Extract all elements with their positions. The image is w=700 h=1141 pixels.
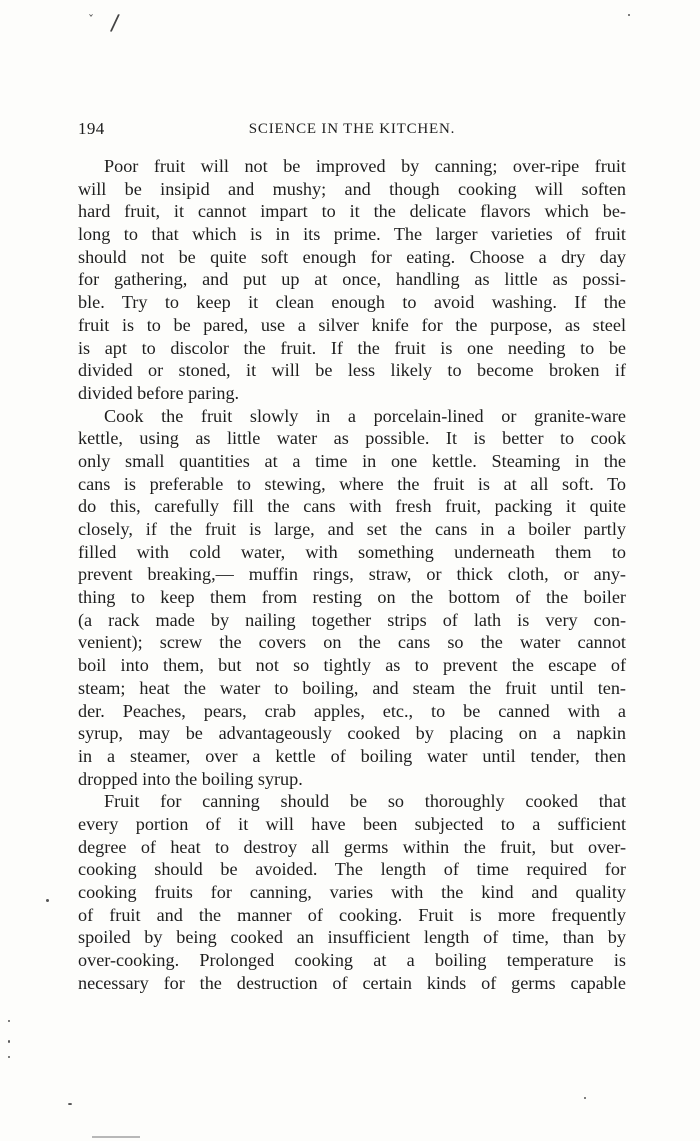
margin-tick-mark: ˇ — [88, 13, 94, 27]
text-line: thing to keep them from resting on the bottom of the boiler — [78, 587, 626, 608]
margin-speck — [46, 899, 49, 902]
text-line: ble. Try to keep it clean enough to avoid washing. If the — [78, 292, 626, 313]
text-line: Cook the fruit slowly in a porcelain-lined or granite-ware — [104, 405, 626, 426]
text-line: kettle, using as little water as possible. It is better to cook — [78, 428, 626, 449]
text-line: over-cooking. Prolonged cooking at a boiling temperature is — [78, 950, 626, 971]
text-line: (a rack made by nailing together strips of lath is very con- — [78, 609, 626, 630]
text-line: cans is preferable to stewing, where the fruit is at all soft. To — [78, 473, 626, 494]
text-line: divided or stoned, it will be less likely to become broken if — [78, 360, 626, 381]
text-line: should not be quite soft enough for eating. Choose a dry day — [78, 246, 626, 267]
paragraph-2 — [78, 405, 626, 791]
text-line: do this, carefully fill the cans with fresh fruit, packing it quite — [78, 496, 626, 517]
text-line: cooking should be avoided. The length of time required for — [78, 859, 626, 880]
text-line: necessary for the destruction of certain kinds of germs capable — [78, 972, 626, 993]
text-line: Poor fruit will not be improved by canning; over-ripe fruit — [104, 156, 626, 176]
text-line: der. Peaches, pears, crab apples, etc., to be canned with a — [78, 700, 626, 721]
text-line: Fruit for canning should be so thoroughly cooked that — [104, 791, 626, 812]
text-line: filled with cold water, with something underneath them to — [78, 541, 626, 562]
page-header — [78, 119, 626, 143]
text-line: is apt to discolor the fruit. If the fruit is one needing to be — [78, 337, 626, 358]
text-line: degree of heat to destroy all germs within the fruit, but over- — [78, 836, 626, 857]
text-line: of fruit and the manner of cooking. Fruit is more frequently — [78, 904, 626, 925]
paragraph-3 — [78, 790, 626, 994]
margin-speck — [8, 1020, 10, 1022]
text-line: for gathering, and put up at once, handling as little as possi- — [78, 269, 626, 290]
text-line: long to that which is in its prime. The larger varieties of fruit — [78, 224, 626, 245]
running-title: SCIENCE IN THE KITCHEN. — [248, 121, 456, 137]
text-line: syrup, may be advantageously cooked by placing on a napkin — [78, 723, 626, 744]
page-number: 194 — [78, 119, 105, 138]
margin-speck — [628, 14, 630, 16]
text-line: venient); screw the covers on the cans so the water cannot — [78, 632, 626, 653]
text-line: hard fruit, it cannot impart to it the delicate flavors which be- — [78, 201, 626, 222]
margin-speck — [68, 1103, 72, 1105]
margin-speck — [8, 1056, 10, 1058]
text-line: cooking fruits for canning, varies with the kind and quality — [78, 882, 626, 902]
text-line: spoiled by being cooked an insufficient length of time, than by — [78, 927, 626, 948]
text-line: closely, if the fruit is large, and set the cans in a boiler partly — [78, 519, 626, 539]
text-line: in a steamer, over a kettle of boiling water until tender, then — [78, 745, 626, 766]
margin-speck — [8, 1040, 10, 1043]
text-line: fruit is to be pared, use a silver knife for the purpose, as steel — [78, 314, 626, 335]
text-line: every portion of it will have been subjected to a sufficient — [78, 813, 626, 834]
text-line: prevent breaking,— muffin rings, straw, or thick cloth, or any- — [78, 564, 626, 585]
body-text — [78, 155, 626, 994]
text-line: will be insipid and mushy; and though cooking will soften — [78, 178, 626, 199]
text-line: only small quantities at a time in one kettle. Steaming in the — [78, 450, 626, 471]
paragraph-1 — [78, 155, 626, 405]
text-line: dropped into the boiling syrup. — [78, 768, 303, 789]
scan-edge-mark — [92, 1136, 140, 1138]
margin-speck — [584, 1097, 586, 1099]
text-line: steam; heat the water to boiling, and steam the fruit until ten- — [78, 677, 626, 698]
text-line: boil into them, but not so tightly as to prevent the escape of — [78, 655, 626, 676]
margin-slash-mark: / — [109, 10, 121, 37]
text-line: divided before paring. — [78, 382, 240, 403]
